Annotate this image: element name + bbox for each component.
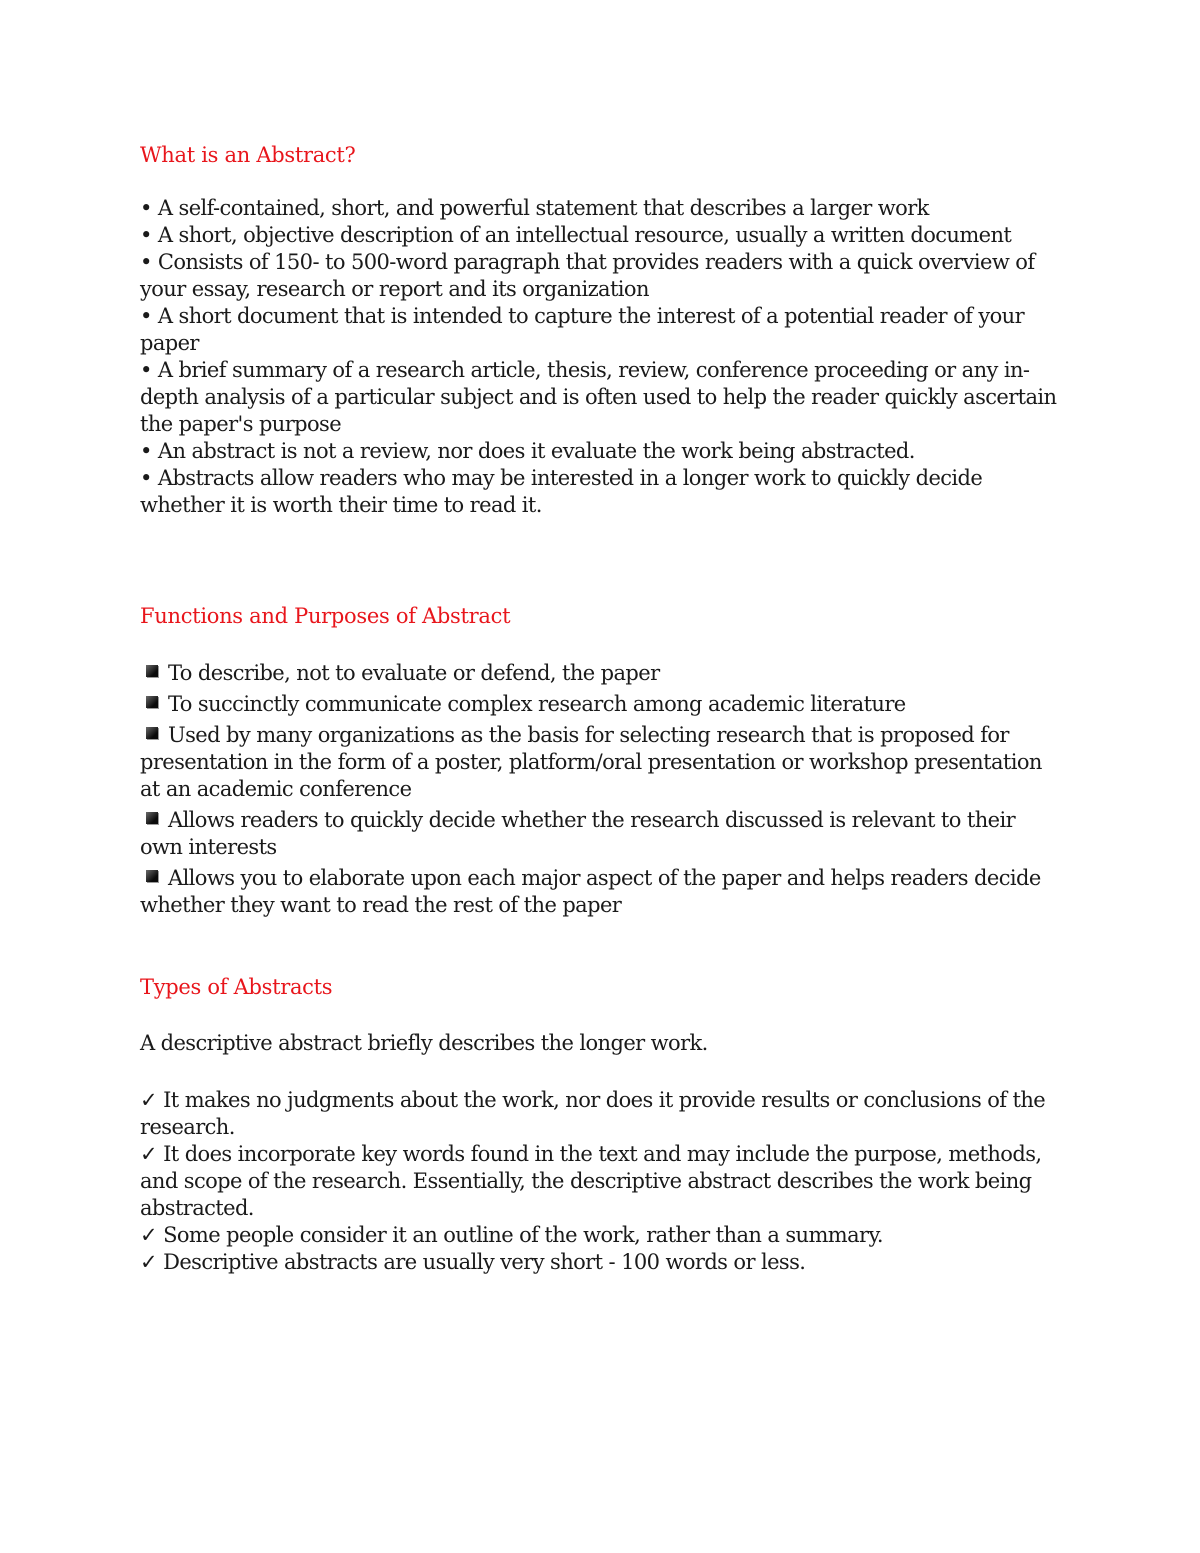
list-item-text: A brief summary of a research article, thesis, review, conference proceeding or any in-depth analysis of a particular subject and is often used to help the reader quickly ascertain the paper's purpose	[140, 358, 1057, 436]
list-item	[140, 465, 1060, 519]
what-bullet-list	[140, 195, 1060, 519]
list-item-text: Some people consider it an outline of the work, rather than a summary.	[163, 1223, 883, 1247]
list-item-text: A short document that is intended to capture the interest of a potential reader of your paper	[140, 304, 1025, 355]
types-intro	[140, 1030, 1060, 1057]
list-item-text: Abstracts allow readers who may be interested in a longer work to quickly decide whether it is worth their time to read it.	[140, 466, 983, 517]
bullet-icon: •	[140, 196, 152, 220]
checkmark-icon: ✓	[140, 1142, 157, 1166]
list-item	[140, 1087, 1060, 1141]
checkmark-icon: ✓	[140, 1250, 157, 1274]
black-square-icon	[146, 727, 158, 739]
black-square-icon	[146, 870, 158, 882]
checkmark-icon: ✓	[140, 1223, 157, 1247]
list-item	[140, 222, 1060, 249]
list-item-text: A self-contained, short, and powerful statement that describes a larger work	[157, 196, 929, 220]
bullet-icon: •	[140, 358, 152, 382]
list-item	[140, 1141, 1060, 1222]
bullet-icon: •	[140, 223, 152, 247]
functions-bullet-list	[140, 660, 1060, 923]
list-item	[140, 865, 1060, 919]
black-square-icon	[146, 696, 158, 708]
list-item-text: Consists of 150- to 500-word paragraph that provides readers with a quick overview of your essay, research or report and its organization	[140, 250, 1035, 301]
list-item	[140, 303, 1060, 357]
list-item-text: It makes no judgments about the work, nor does it provide results or conclusions of the research.	[140, 1088, 1046, 1139]
list-item	[140, 691, 1060, 718]
list-item-text: To describe, not to evaluate or defend, the paper	[168, 661, 660, 685]
list-item-text: It does incorporate key words found in the text and may include the purpose, methods, and scope of the research. Essentially, the descriptive abstract describes the work being abstracted.	[140, 1142, 1042, 1220]
bullet-icon: •	[140, 250, 152, 274]
types-check-list	[140, 1087, 1060, 1276]
bullet-icon: •	[140, 439, 152, 463]
list-item-text: Used by many organizations as the basis for selecting research that is proposed for presentation in the form of a poster, platform/oral presentation or workshop presentation at an academic conference	[140, 723, 1042, 801]
list-item	[140, 438, 1060, 465]
list-item	[140, 357, 1060, 438]
list-item	[140, 249, 1060, 303]
heading-what-is-abstract: What is an Abstract?	[140, 143, 356, 167]
intro-paragraph: A descriptive abstract briefly describes the longer work.	[140, 1031, 708, 1055]
list-item-text: To succinctly communicate complex research among academic literature	[168, 692, 906, 716]
list-item-text: Allows readers to quickly decide whether the research discussed is relevant to their own interests	[140, 808, 1016, 859]
heading-functions-purposes: Functions and Purposes of Abstract	[140, 604, 511, 628]
list-item-text: A short, objective description of an intellectual resource, usually a written document	[157, 223, 1012, 247]
list-item	[140, 722, 1060, 803]
list-item	[140, 1222, 1060, 1249]
list-item	[140, 807, 1060, 861]
list-item-text: Allows you to elaborate upon each major aspect of the paper and helps readers decide whether they want to read the rest of the paper	[140, 866, 1041, 917]
list-item	[140, 660, 1060, 687]
black-square-icon	[146, 665, 158, 677]
list-item	[140, 195, 1060, 222]
bullet-icon: •	[140, 304, 152, 328]
list-item-text: Descriptive abstracts are usually very short - 100 words or less.	[163, 1250, 806, 1274]
checkmark-icon: ✓	[140, 1088, 157, 1112]
list-item-text: An abstract is not a review, nor does it evaluate the work being abstracted.	[157, 439, 915, 463]
bullet-icon: •	[140, 466, 152, 490]
list-item	[140, 1249, 1060, 1276]
heading-types-of-abstracts: Types of Abstracts	[140, 975, 333, 999]
black-square-icon	[146, 812, 158, 824]
